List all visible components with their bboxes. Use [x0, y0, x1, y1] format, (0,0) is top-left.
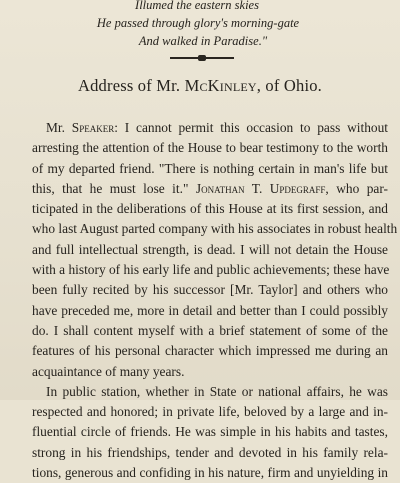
- poem-line: Illumed the eastern skies: [135, 0, 259, 12]
- text-fragment: : I cannot permit this occasion to pass without: [114, 120, 389, 135]
- text-line: been fully recited by his successor [Mr. Taylor] and others who: [32, 282, 388, 298]
- poem-line: He passed through glory's morning-gate: [96, 16, 300, 30]
- text-line: acquaintance of many years.: [32, 363, 185, 379]
- text-line: respected and honored; in private life, beloved by a large and in-: [32, 404, 388, 420]
- text-line: of my departed friend. "There is nothing certain in man's life but: [32, 160, 388, 176]
- paragraph: [32, 118, 398, 382]
- heading-suffix: , of Ohio.: [256, 76, 323, 95]
- text-line: do. I shall content myself with a brief statement of some of the: [32, 322, 388, 338]
- address-heading: [0, 76, 400, 96]
- person-name: Jonathan T. Updegraff: [195, 180, 326, 196]
- section-divider: [170, 57, 234, 59]
- speaker-name: Speaker: [71, 120, 115, 135]
- text-line: [32, 118, 388, 138]
- text-line: [32, 179, 388, 199]
- text-line: have preceded me, more in detail and better than I could possibly: [32, 302, 388, 318]
- text-line: who last August parted company with his associates in robust health: [32, 221, 398, 237]
- address-body: [32, 118, 398, 483]
- text-line: tions, generous and confiding in his nature, firm and unyielding in: [32, 465, 388, 481]
- paragraph: [32, 382, 388, 483]
- text-line: arresting the attention of the House to bear testimony to the worth: [32, 140, 388, 156]
- text-fragment: , who par-: [325, 180, 388, 196]
- text-line: In public station, whether in State or national affairs, he was: [46, 383, 388, 399]
- text-line: ticipated in the deliberations of this House at its first session, and: [32, 201, 388, 217]
- heading-name: McKinley: [184, 76, 257, 95]
- poem-line: And walked in Paradise.": [138, 34, 268, 48]
- text-line: fluential circle of friends. He was simple in his habits and tastes,: [32, 424, 388, 440]
- text-fragment: this, that he must lose it.": [32, 180, 196, 196]
- text-fragment: Mr.: [46, 120, 72, 135]
- heading-prefix: Address of Mr.: [77, 76, 181, 95]
- text-line: with a history of his early life and public achievements; these have: [32, 262, 390, 278]
- poem-stanza: [0, 0, 400, 50]
- text-line: and full intellectual strength, is dead. I will not detain the House: [32, 241, 388, 257]
- text-line: strong in his friendships, tender and devoted in his family rela-: [32, 444, 388, 460]
- text-line: features of his personal character which impressed me during an: [32, 343, 388, 359]
